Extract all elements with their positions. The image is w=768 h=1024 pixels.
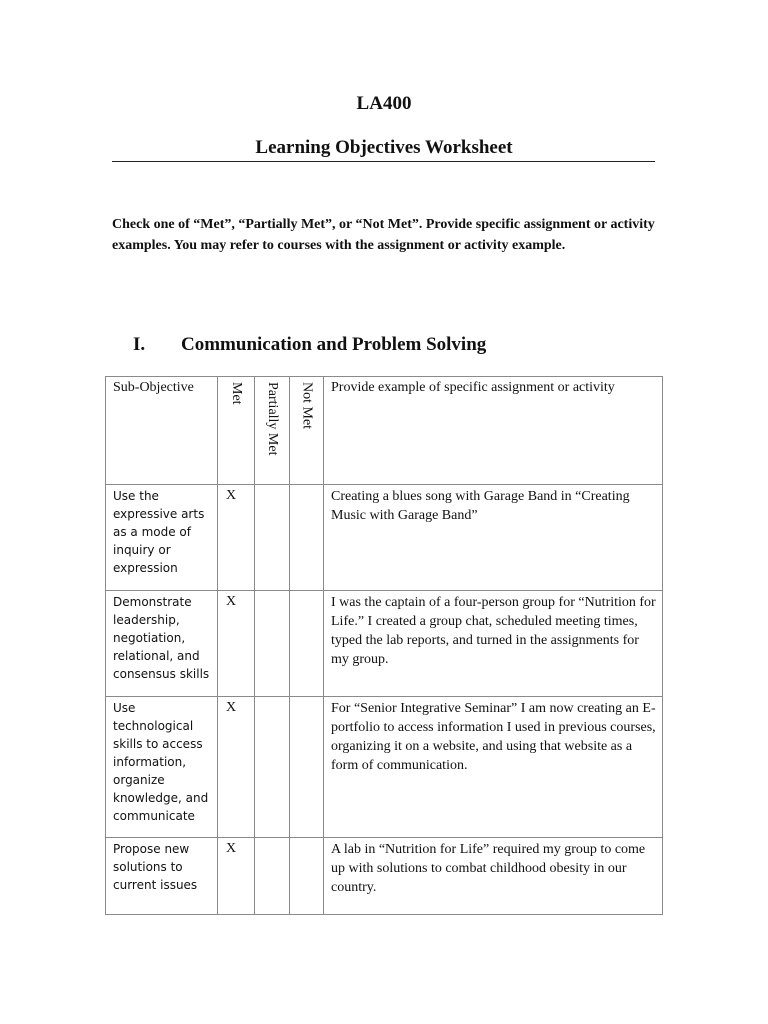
met-cell[interactable]: X: [218, 838, 255, 915]
header-not-met-label: Not Met: [299, 382, 315, 430]
partially-met-cell[interactable]: [255, 591, 290, 697]
example-cell[interactable]: For “Senior Integrative Seminar” I am now creating an E-portfolio to access information I used in previous courses, organizing it on a website, and using that website as a form of communication.: [324, 697, 663, 838]
section-numeral: I.: [133, 334, 146, 355]
not-met-cell[interactable]: [290, 838, 324, 915]
table-header-row: [106, 377, 663, 485]
table-row: [106, 697, 663, 838]
met-cell[interactable]: X: [218, 697, 255, 838]
example-cell[interactable]: A lab in “Nutrition for Life” required my group to come up with solutions to combat childhood obesity in our country.: [324, 838, 663, 915]
partially-met-cell[interactable]: [255, 485, 290, 591]
met-cell[interactable]: X: [218, 485, 255, 591]
sub-objective-cell[interactable]: Use technological skills to access information, organize knowledge, and communicate: [106, 697, 218, 838]
sub-objective-cell[interactable]: Demonstrate leadership, negotiation, relational, and consensus skills: [106, 591, 218, 697]
not-met-cell[interactable]: [290, 591, 324, 697]
objectives-table: [105, 376, 663, 915]
sub-objective-cell[interactable]: Propose new solutions to current issues: [106, 838, 218, 915]
not-met-cell[interactable]: [290, 697, 324, 838]
example-cell[interactable]: I was the captain of a four-person group for “Nutrition for Life.” I created a group chat, scheduled meeting times, typed the lab reports, and turned in the assignments for my group.: [324, 591, 663, 697]
header-met: [218, 377, 255, 485]
course-code: LA400: [356, 93, 412, 114]
not-met-cell[interactable]: [290, 485, 324, 591]
table-row: [106, 485, 663, 591]
example-cell[interactable]: Creating a blues song with Garage Band in “Creating Music with Garage Band”: [324, 485, 663, 591]
header-partially-met: [255, 377, 290, 485]
document-title: Learning Objectives Worksheet: [255, 137, 513, 158]
header-not-met: [290, 377, 324, 485]
header-sub-objective: Sub-Objective: [106, 377, 218, 485]
partially-met-cell[interactable]: [255, 697, 290, 838]
section-title: Communication and Problem Solving: [181, 334, 487, 355]
met-cell[interactable]: X: [218, 591, 255, 697]
header-met-label: Met: [229, 382, 244, 405]
table-row: [106, 591, 663, 697]
title-divider: [112, 161, 655, 162]
header-example: Provide example of specific assignment or activity: [324, 377, 663, 485]
section-heading: [133, 334, 486, 356]
table-row: [106, 838, 663, 915]
sub-objective-cell[interactable]: Use the expressive arts as a mode of inquiry or expression: [106, 485, 218, 591]
partially-met-cell[interactable]: [255, 838, 290, 915]
header-partially-met-label: Partially Met: [265, 382, 280, 456]
instructions-text: Check one of “Met”, “Partially Met”, or “Not Met”. Provide specific assignment or activity examples. You may refer to courses with the assignment or activity example.: [112, 217, 655, 253]
